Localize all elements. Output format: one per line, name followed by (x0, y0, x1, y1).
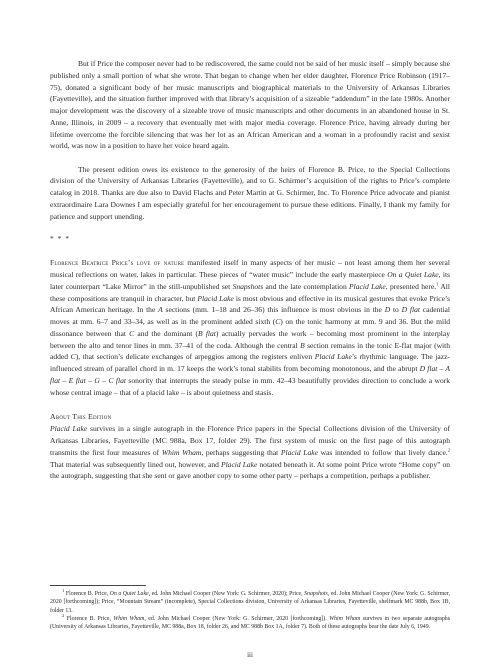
text-run: , ed. John Michael Cooper (New York: G. Schirmer, 2020 [forthcoming]); Price, “Mountain Stream” (incomplete), Special Collections division, University of Arkansas Libraries, Fayetteville, shelfmark MC 988b, Box 1B, folder 13. (50, 591, 451, 614)
text-run: is most obvious and effective in its musical gestures that evoke Price’s African American heritage. In the (50, 293, 450, 315)
footnote-ref-1: 1 (436, 281, 439, 287)
work-title: Placid Lake (197, 293, 234, 303)
text-run: sonority that interrupts the steady pulse in mm. 42–43 beautifully provides direction to conclude a work whose central image – that of a placid lake – is about quietness and stasis. (50, 375, 451, 397)
text-run: All these compositions are tranquil in character, but (50, 281, 450, 303)
text-run: notated beneath it. At some point Price wrote “Home copy” on the autograph, suggesting that she sent or gave another copy to some other party – perhaps a competition, perhaps a publisher. (50, 459, 451, 481)
footnote-mark: 2 (62, 612, 65, 618)
work-title: Placid Lake (220, 459, 258, 469)
text-run: survives in a single autograph in the Florence Price papers in the Special Collections division of the University of Arkansas Libraries, Fayetteville (MC 988a, Box 17, folder 29). The first system of music on the first page of this autograph transmits the first four measures of (50, 424, 451, 457)
text-run: Florence B. Price, (64, 591, 110, 597)
body-paragraph-3 (50, 257, 450, 398)
work-title: Placid Lake (280, 447, 318, 457)
text-run: and the dominant ( (134, 328, 199, 338)
footnote-separator (50, 585, 146, 586)
text-run: sections (mm. 1–18 and 26–36) this influence is most obvious in the (162, 305, 385, 315)
text-run: cadential moves at mm. 6–7 and 33–34, as well as in the prominent added sixth ( (50, 305, 451, 326)
text-run: manifested itself in many aspects of her music – not least among them her several musical reflections on water, lakes in particular. These pieces of “water music” include the early masterpiece (50, 258, 450, 279)
work-title: Snapshots (304, 591, 328, 597)
note-name: C (275, 317, 281, 326)
text-run: Florence B. Price, (64, 615, 114, 622)
text-run: survives in two separate autographs (University of Arkansas Libraries, Fayetteville, MC 988a, Box 18, folder 26, and MC 988b Box 1A, folder 7). Both of these autographs bear the date July 6, 1949. (50, 615, 450, 631)
text-run: to (390, 305, 402, 315)
footnote-ref-2: 2 (447, 447, 451, 453)
text-run: , ed. John Michael Cooper (New York: G. Schirmer, 2020); Price, (148, 591, 305, 597)
section-divider-asterisks: * * * (50, 234, 70, 244)
note-name: B flat (198, 328, 216, 338)
small-caps-lead: Florence Beatrice Price’s love of nature (50, 258, 185, 268)
text-run: , ed. John Michael Cooper (New York: G. Schirmer, 2020 [forthcoming]). (144, 615, 330, 622)
work-title: Placid Lake (314, 352, 352, 362)
text-run: , presented here. (385, 281, 437, 291)
note-name: D (384, 305, 391, 315)
body-paragraph-2: The present edition owes its existence to the generosity of the heirs of Florence B. Price, to the Special Collections division of the University of Arkansas Libraries (Fayetteville), and to G. Schirmer’s acquisition of the rights to Price’s complete catalog in 2018. Thanks are due also to David Flachs and Peter Martin at G. Schirmer, Inc. To Florence Price advocate and pianist extraordinaire Lara Downes I am especially grateful for her encouragement to pursue these editions. Finally, I thank my family for patience and support unending. (50, 164, 450, 221)
text-run: was intended to follow that lively dance. (317, 447, 448, 457)
text-run: ) actually pervades the work – becoming most prominent in the interplay between the alto and tenor lines in mm. 37–41 of the coda. Although the central (50, 328, 451, 350)
footnote-mark: 1 (62, 588, 65, 594)
section-heading: About This Edition (50, 412, 112, 422)
page-number: iii (247, 651, 253, 659)
note-name: C (129, 328, 135, 338)
note-name: C (70, 352, 76, 362)
section-letter: A (158, 305, 163, 315)
work-title: On a Quiet Lake (109, 591, 149, 597)
text-run: , its later counterpart “Lake Mirror” in the still-unpublished set (50, 270, 450, 291)
note-name: D flat (401, 305, 420, 315)
note-sequence: D flat – A flat – E flat – G – C flat (50, 364, 450, 385)
footnote-1 (50, 590, 450, 615)
text-run: ), that section’s delicate exchanges of arpeggios among the registers enliven (75, 352, 315, 362)
footnotes (50, 590, 450, 631)
work-title: Snapshots (232, 281, 264, 291)
work-title: Whim Wham (329, 615, 361, 622)
text-run: ’s rhythmic language. The jazz-influenced stream of parallel chord in m. 17 keeps the work’s tonal stabilits from becoming monotonous, and the abrupt (50, 352, 450, 373)
section-letter: B (300, 340, 305, 350)
work-title: Whim Wham (161, 447, 202, 457)
body-paragraph-1: But if Price the composer never had to be rediscovered, the same could not be said of her music itself – simply because she published only a small portion of what she wrote. That began to change when her elder daughter, Florence Price Robinson (1917–75), donated a significant body of her music manuscripts and biographical materials to the University of Arkansas Libraries (Fayetteville), and the situation further improved with that library’s acquisition of a sizeable “addendum” in the late 1980s. Another major development was the discovery of a sizeable trove of music manuscripts and other documents in an abandoned house in St. Anne, Illinois, in 2009 – a recovery that eventually met with major media coverage. Florence Price, having already during her lifetime overcome the forcible silencing that was her lot as an African American and a woman in a profoundly racist and sexist world, was now in a position to have her voice heard again. (50, 59, 450, 151)
work-title: Whim Wham (113, 615, 145, 622)
footnote-2 (50, 612, 450, 632)
text-run: ) on the tonic harmony at mm. 9 and 36. But the mild dissonance between that (50, 317, 450, 338)
body-paragraph-4 (50, 423, 450, 482)
text-run: That material was subsequently lined out, however, and (50, 459, 221, 469)
work-title: Placid Lake (50, 424, 88, 434)
text-run: section remains in the tonic E-flat major (with added (50, 340, 451, 362)
text-run: , perhaps suggesting that (201, 447, 281, 457)
work-title: Placid Lake (349, 281, 386, 291)
work-title: On a Quiet Lake (387, 270, 439, 279)
text-run: and the late contemplation (263, 281, 350, 291)
